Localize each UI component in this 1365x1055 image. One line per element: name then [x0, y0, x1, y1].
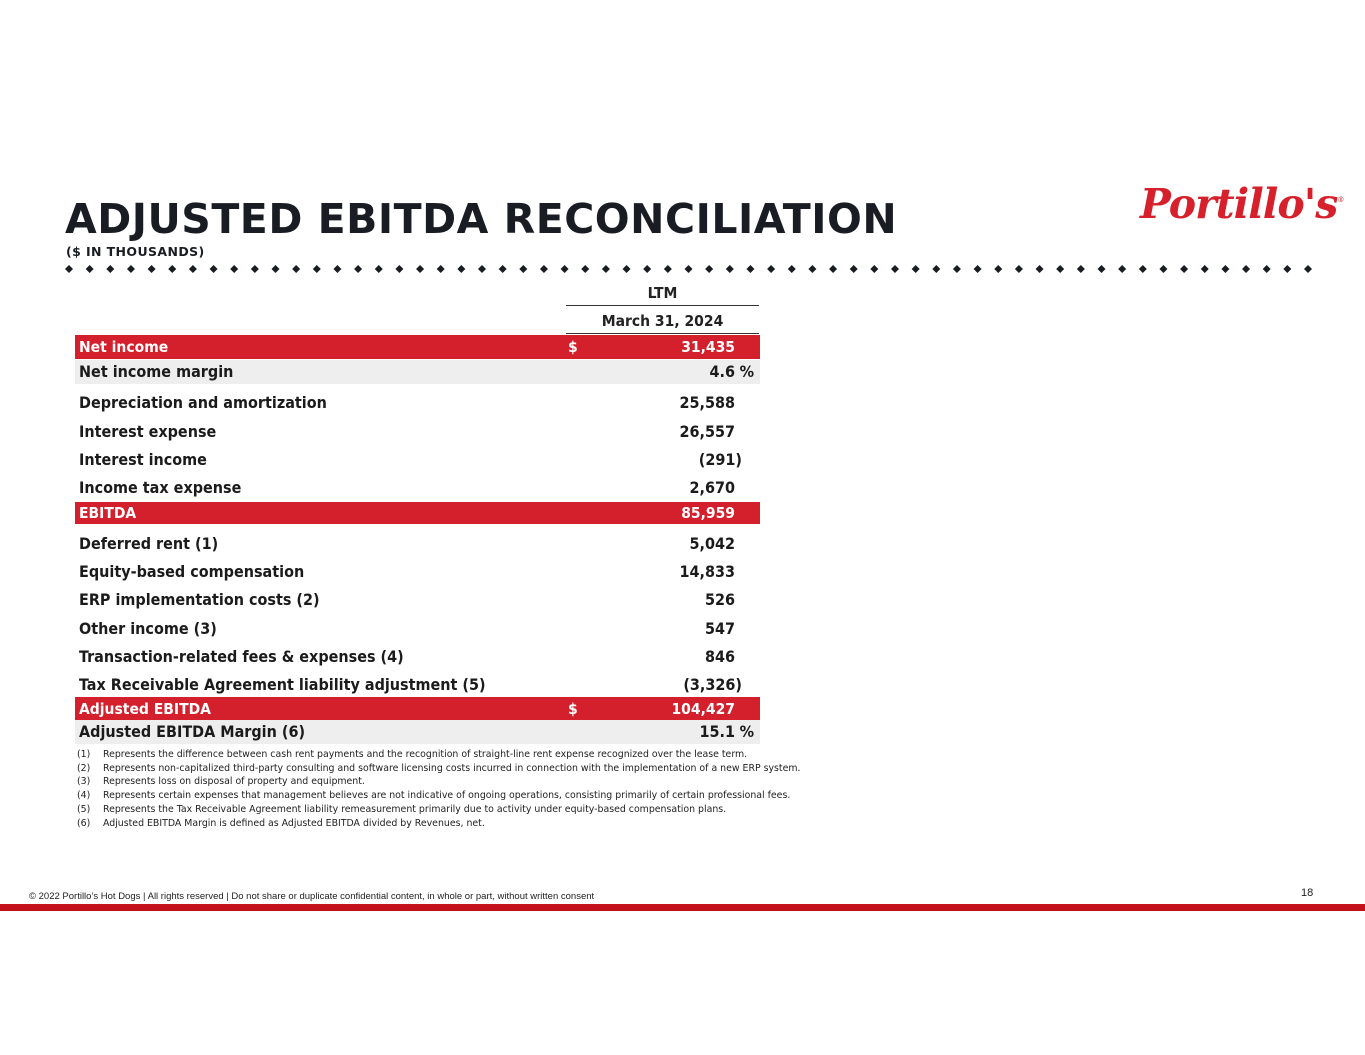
footnote-text: Represents the difference between cash rent payments and the recognition of straight-line rent expense recognized over the lease term. [103, 749, 748, 760]
footnote [77, 748, 800, 762]
row-value: 547 [704, 619, 735, 638]
table-row [75, 360, 760, 384]
diamond-icon [829, 265, 837, 273]
diamond-icon [581, 265, 589, 273]
footnote [77, 789, 800, 803]
row-label: Deferred rent (1) [79, 534, 219, 553]
diamond-icon [1263, 265, 1271, 273]
diamond-icon [1077, 265, 1085, 273]
diamond-icon [953, 265, 961, 273]
diamond-icon [519, 265, 527, 273]
footer-copyright: © 2022 Portillo’s Hot Dogs | All rights reserved | Do not share or duplicate confidential content, in whole or part, without written consent [29, 891, 595, 902]
row-value: 526 [704, 590, 735, 609]
footnote-number: (3) [77, 776, 91, 788]
row-label: Net income [79, 338, 169, 356]
diamond-icon [437, 265, 445, 273]
row-label: Other income (3) [79, 619, 217, 638]
diamond-icon [86, 265, 94, 273]
row-label: Adjusted EBITDA [79, 700, 211, 718]
row-label: Income tax expense [79, 478, 242, 497]
table-row [75, 420, 760, 444]
diamond-icon [891, 265, 899, 273]
footer-red-bar [0, 904, 1365, 911]
row-label: Depreciation and amortization [79, 393, 327, 412]
diamond-icon [1139, 265, 1147, 273]
diamond-icon [870, 265, 878, 273]
table-row [75, 588, 760, 612]
diamond-icon [106, 265, 114, 273]
diamond-icon [251, 265, 259, 273]
diamond-divider [63, 261, 1323, 277]
diamond-icon [354, 265, 362, 273]
table-row [75, 476, 760, 500]
diamond-icon [333, 265, 341, 273]
table-row [75, 448, 760, 472]
row-value: 4.6 [709, 362, 735, 381]
row-value: (3,326) [683, 675, 742, 694]
diamond-icon [1159, 265, 1167, 273]
footnote-number: (5) [77, 803, 91, 815]
row-value: 2,670 [689, 478, 735, 497]
diamond-icon [974, 265, 982, 273]
row-value: 846 [704, 647, 735, 666]
footnote-text: Represents the Tax Receivable Agreement liability remeasurement primarily due to activity under equity-based compensation plans. [103, 803, 727, 815]
table-row [75, 697, 760, 721]
footnote [77, 817, 800, 831]
portillos-logo [1140, 180, 1343, 228]
diamond-icon [1015, 265, 1023, 273]
row-label: Equity-based compensation [79, 562, 305, 581]
percent-sign: % [739, 362, 754, 381]
diamond-icon [230, 265, 238, 273]
diamond-icon [1304, 265, 1312, 273]
footnote [77, 775, 800, 789]
footnote-text: Represents loss on disposal of property and equipment. [103, 776, 365, 788]
diamond-icon [375, 265, 383, 273]
diamond-icon [685, 265, 693, 273]
table-row [75, 673, 760, 697]
diamond-icon [189, 265, 197, 273]
diamond-icon [127, 265, 135, 273]
row-value: 85,959 [681, 504, 735, 522]
page-title: ADJUSTED EBITDA RECONCILIATION [65, 195, 898, 243]
row-value: 15.1 [699, 722, 735, 741]
diamond-icon [457, 265, 465, 273]
row-value: 26,557 [679, 422, 735, 441]
diamond-icon [623, 265, 631, 273]
diamond-icon [1098, 265, 1106, 273]
diamond-icon [726, 265, 734, 273]
footnote-text: Represents certain expenses that management believes are not indicative of ongoing operations, consisting primarily of certain professional fees. [103, 790, 791, 802]
row-value: (291) [698, 450, 742, 469]
table-row [75, 502, 760, 524]
footnote-text: Adjusted EBITDA Margin is defined as Adjusted EBITDA divided by Revenues, net. [103, 817, 485, 829]
percent-sign: % [739, 722, 754, 741]
table-row [75, 335, 760, 359]
table-row [75, 720, 760, 744]
diamond-icon [272, 265, 280, 273]
diamond-icon [1221, 265, 1229, 273]
diamond-icon [478, 265, 486, 273]
row-label: Net income margin [79, 362, 234, 381]
footnote-number: (6) [77, 817, 91, 829]
row-label: Interest income [79, 450, 207, 469]
row-value: 104,427 [671, 700, 735, 718]
diamond-icon [808, 265, 816, 273]
footnote-text: Represents non-capitalized third-party consulting and software licensing costs incurred in connection with the implementation of a new ERP system. [103, 762, 801, 774]
row-label: Interest expense [79, 422, 217, 441]
footnote [77, 762, 800, 776]
diamond-icon [1056, 265, 1064, 273]
footnote-number: (4) [77, 790, 91, 802]
footnote-number: (2) [77, 762, 91, 774]
registered-mark: ® [1337, 196, 1344, 204]
table-row [75, 645, 760, 669]
diamond-icon [395, 265, 403, 273]
diamond-icon [602, 265, 610, 273]
diamond-icon [148, 265, 156, 273]
diamond-icon [499, 265, 507, 273]
diamond-icon [746, 265, 754, 273]
diamond-icon [292, 265, 300, 273]
row-label: Tax Receivable Agreement liability adjustment (5) [79, 675, 486, 694]
table-row [75, 560, 760, 584]
diamond-icon [1242, 265, 1250, 273]
row-value: 5,042 [689, 534, 735, 553]
table-row [75, 532, 760, 556]
diamond-icon [767, 265, 775, 273]
column-header-ltm: LTM [566, 282, 759, 306]
diamond-icon [850, 265, 858, 273]
diamond-icon [1201, 265, 1209, 273]
diamond-icon [994, 265, 1002, 273]
row-label: ERP implementation costs (2) [79, 590, 320, 609]
diamond-icon [932, 265, 940, 273]
diamond-icon [416, 265, 424, 273]
table-row [75, 617, 760, 641]
diamond-icon [664, 265, 672, 273]
diamond-icon [540, 265, 548, 273]
row-label: EBITDA [79, 504, 137, 522]
row-label: Transaction-related fees & expenses (4) [79, 647, 404, 666]
diamond-icon [705, 265, 713, 273]
footnotes [77, 748, 800, 830]
row-label: Adjusted EBITDA Margin (6) [79, 722, 306, 741]
column-header-date: March 31, 2024 [566, 310, 759, 334]
row-value: 25,588 [679, 393, 735, 412]
diamond-icon [1118, 265, 1126, 273]
diamond-icon [313, 265, 321, 273]
table-row [75, 391, 760, 415]
row-value: 31,435 [681, 338, 735, 356]
diamond-icon [788, 265, 796, 273]
currency-symbol: $ [568, 338, 578, 356]
page-subtitle: ($ IN THOUSANDS) [66, 244, 205, 259]
diamond-icon [168, 265, 176, 273]
diamond-icon [210, 265, 218, 273]
diamond-icon [65, 265, 73, 273]
logo-wordmark: Portillo's [1140, 180, 1338, 228]
diamond-icon [1036, 265, 1044, 273]
diamond-icon [643, 265, 651, 273]
diamond-icon [912, 265, 920, 273]
diamond-icon [1180, 265, 1188, 273]
diamond-icon [561, 265, 569, 273]
footnote [77, 803, 800, 817]
currency-symbol: $ [568, 700, 578, 718]
diamond-icon [1283, 265, 1291, 273]
row-value: 14,833 [679, 562, 735, 581]
page-number: 18 [1301, 887, 1314, 899]
footnote-number: (1) [77, 749, 91, 760]
